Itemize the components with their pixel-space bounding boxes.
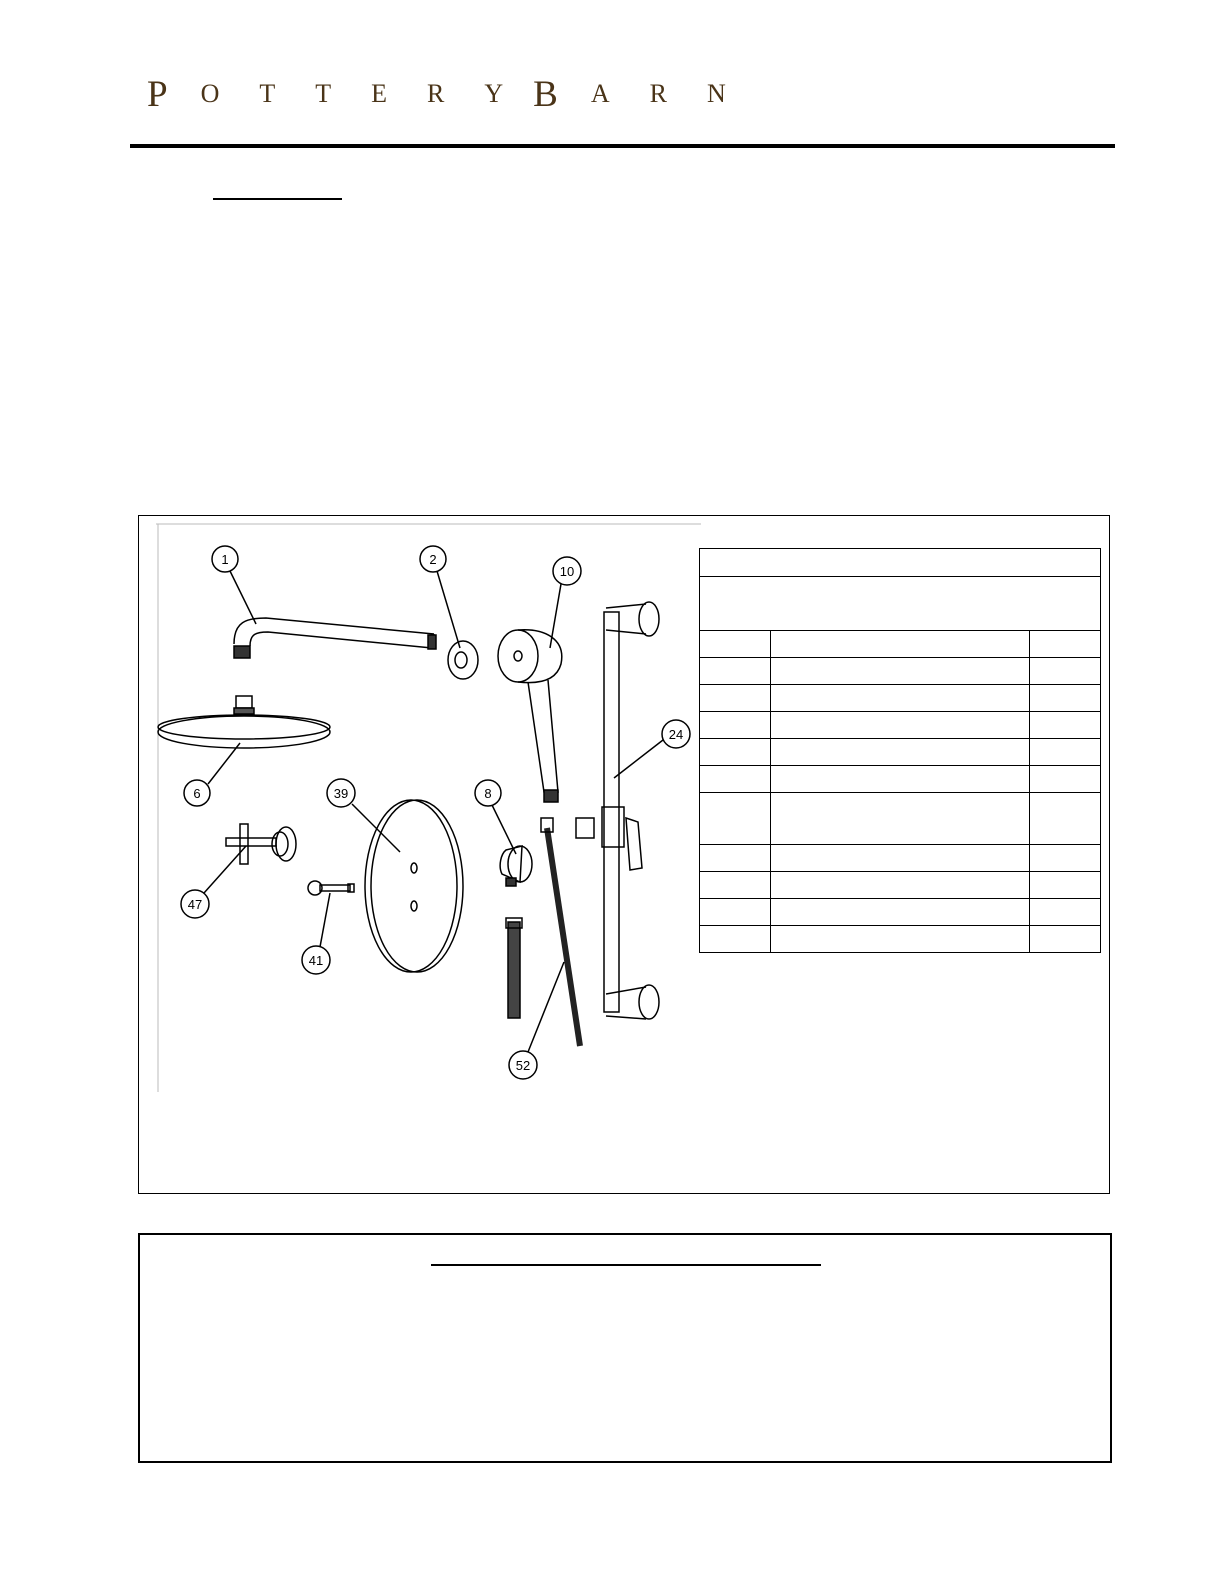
brand-letter: T xyxy=(259,79,276,108)
svg-text:10: 10 xyxy=(559,564,575,579)
table-row xyxy=(700,739,1101,766)
cell xyxy=(1029,793,1100,845)
flange-part xyxy=(448,641,478,679)
svg-text:52: 52 xyxy=(515,1058,531,1073)
cell xyxy=(771,926,1030,953)
diverter-stem-part xyxy=(308,881,354,895)
brand-letter: P xyxy=(147,73,168,115)
exploded-parts-diagram xyxy=(156,522,701,1092)
parts-list-table xyxy=(699,548,1101,953)
brand-letter: B xyxy=(533,73,558,115)
header-cell xyxy=(771,631,1030,658)
table-row xyxy=(700,845,1101,872)
brand-letter: T xyxy=(315,79,332,108)
notes-box xyxy=(138,1233,1112,1463)
table-header-row xyxy=(700,631,1101,658)
cell xyxy=(700,712,771,739)
svg-text:8: 8 xyxy=(484,786,492,801)
cell xyxy=(771,685,1030,712)
cell xyxy=(700,766,771,793)
shower-hose-part xyxy=(506,818,580,1046)
cell xyxy=(700,739,771,766)
cell xyxy=(1029,712,1100,739)
cell xyxy=(1029,899,1100,926)
brand-letter: E xyxy=(371,79,388,108)
cell xyxy=(700,793,771,845)
header-cell xyxy=(700,631,771,658)
svg-text:2: 2 xyxy=(429,552,437,567)
cell xyxy=(1029,658,1100,685)
cell xyxy=(700,926,771,953)
rain-showerhead-part xyxy=(158,696,330,748)
cell xyxy=(700,658,771,685)
cell xyxy=(1029,685,1100,712)
cell xyxy=(700,845,771,872)
hand-shower-part xyxy=(498,630,562,802)
cell xyxy=(700,872,771,899)
cell xyxy=(771,793,1030,845)
cell xyxy=(771,739,1030,766)
cell xyxy=(700,899,771,926)
cell xyxy=(1029,739,1100,766)
svg-text:39: 39 xyxy=(333,786,349,801)
brand-logo xyxy=(147,74,726,114)
brand-letter: N xyxy=(706,79,726,108)
callout-6 xyxy=(184,743,240,806)
callout-39 xyxy=(327,779,400,852)
header-divider xyxy=(130,144,1115,148)
callout-1 xyxy=(212,546,256,624)
brand-letter: A xyxy=(590,79,610,108)
cell xyxy=(1029,926,1100,953)
table-row xyxy=(700,685,1101,712)
brand-letter: Y xyxy=(484,79,504,108)
table-row xyxy=(700,899,1101,926)
callout-47 xyxy=(181,846,246,918)
brand-letter: R xyxy=(649,79,667,108)
callout-24 xyxy=(614,720,690,778)
table-row xyxy=(700,658,1101,685)
cell xyxy=(700,685,771,712)
svg-text:41: 41 xyxy=(308,953,324,968)
cell xyxy=(771,766,1030,793)
cell xyxy=(771,658,1030,685)
table-row xyxy=(700,872,1101,899)
svg-text:1: 1 xyxy=(221,552,229,567)
svg-text:6: 6 xyxy=(193,786,201,801)
callout-10 xyxy=(550,557,581,648)
cell xyxy=(771,712,1030,739)
notes-heading-underline xyxy=(431,1264,821,1266)
table-row xyxy=(700,712,1101,739)
table-row xyxy=(700,926,1101,953)
header-cell xyxy=(1029,631,1100,658)
table-title xyxy=(700,549,1101,577)
cell xyxy=(1029,766,1100,793)
table-row xyxy=(700,793,1101,845)
svg-text:47: 47 xyxy=(187,897,203,912)
cell xyxy=(771,872,1030,899)
wall-outlet-part xyxy=(500,846,532,886)
table-subtitle xyxy=(700,577,1101,631)
callout-41 xyxy=(302,893,330,974)
slide-bar-part xyxy=(576,602,659,1019)
callout-8 xyxy=(475,780,516,854)
cell xyxy=(771,845,1030,872)
shower-arm-part xyxy=(234,618,436,658)
svg-text:24: 24 xyxy=(668,727,684,742)
cell xyxy=(1029,872,1100,899)
brand-letter: O xyxy=(200,79,220,108)
trim-plate-part xyxy=(365,800,463,972)
table-row xyxy=(700,766,1101,793)
brand-letter: R xyxy=(427,79,445,108)
cell xyxy=(771,899,1030,926)
cell xyxy=(1029,845,1100,872)
valve-handle-part xyxy=(226,824,296,864)
section-heading-underline xyxy=(213,198,342,200)
